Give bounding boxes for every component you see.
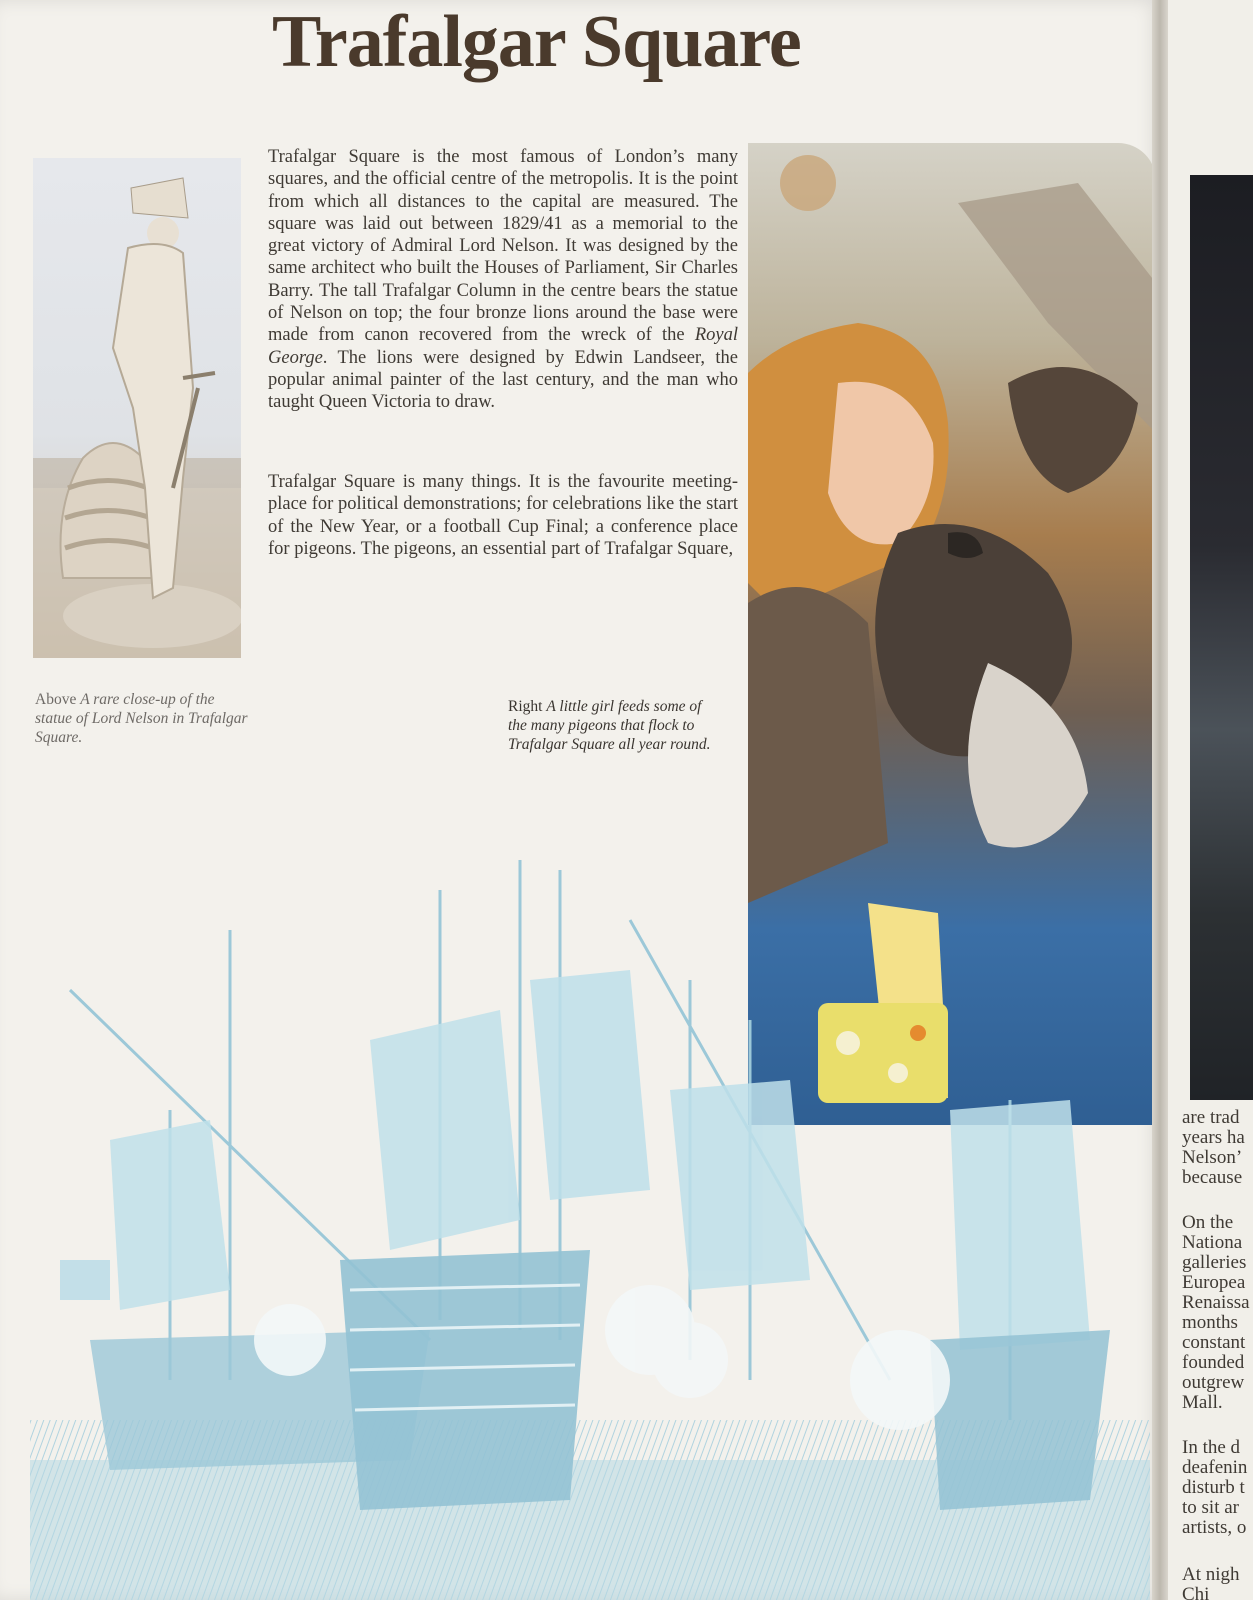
- facing-page-edge: [1168, 0, 1253, 1600]
- pigeon-caption: [508, 697, 723, 754]
- article-paragraph-1-part-2: . The lions were designed by Edwin Landseer, the popular animal painter of the last century, and the man who taught Queen Victoria to draw.: [268, 347, 738, 413]
- page-title: Trafalgar Square: [272, 1, 801, 83]
- article-paragraph-1-part-1: Trafalgar Square is the most famous of London’s many squares, and the official centre of the metropolis. It is the point from which all distances to the capital are measured. The square was laid out between 1829/41 as a memorial to the great victory of Admiral Lord Nelson. It was designed by the same architect who built the Houses of Parliament, Sir Charles Barry. The tall Trafalgar Column in the centre bears the statue of Nelson on top; the four bronze lions around the base were made from canon recovered from the wreck of the: [268, 147, 738, 346]
- article-paragraph-2: Trafalgar Square is many things. It is the favourite meeting-place for political demonstrations; for celebrations like the start of the New Year, or a football Cup Final; a conference place for pigeons. The pigeons, an essential part of Trafalgar Square,: [268, 472, 738, 559]
- caption-label-right: Right: [508, 698, 543, 715]
- facing-page-text-3: In the d deafenin disturb t to sit ar artists, o: [1182, 1437, 1248, 1538]
- nelson-statue-photo: [33, 158, 241, 658]
- facing-page-text-4: At nigh Chi: [1182, 1564, 1240, 1600]
- sailing-ships-engraving: [30, 860, 1150, 1600]
- statue-caption: [35, 690, 250, 747]
- caption-text-right: A little girl feeds some of the many pigeons that flock to Trafalgar Square all year round.: [508, 698, 711, 753]
- caption-text-above: A rare close-up of the statue of Lord Nelson in Trafalgar Square.: [35, 691, 248, 746]
- page-gutter: [1152, 0, 1168, 1600]
- night-bridge-photo: [1190, 175, 1253, 1100]
- facing-page-text-2: On the Nationa galleries Europea Renaissa months constant founded outgrew Mall.: [1182, 1212, 1250, 1413]
- ship-name: Royal George: [268, 325, 738, 368]
- caption-label-above: Above: [35, 691, 77, 708]
- article-paragraph-1: [268, 146, 738, 414]
- facing-page-text-1: are trad years ha Nelson’ because: [1182, 1107, 1245, 1188]
